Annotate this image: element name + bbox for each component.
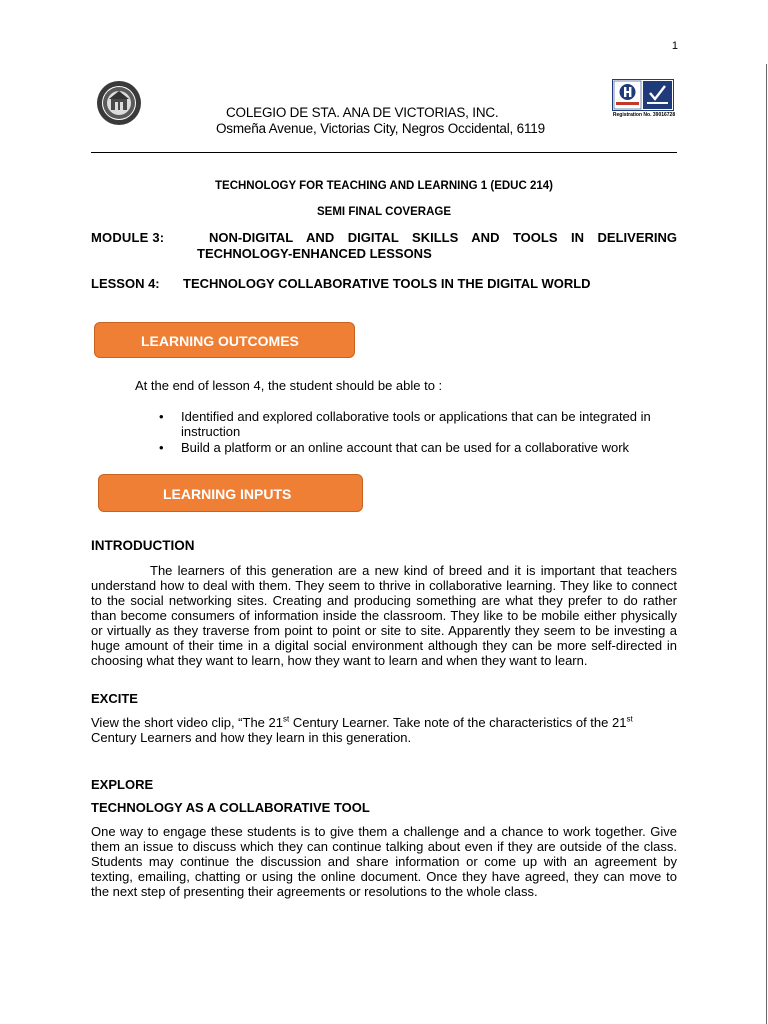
- outcome-text: Identified and explored collaborative tools or applications that can be integrated in instruction: [181, 409, 651, 439]
- learning-inputs-banner: [98, 474, 363, 512]
- school-seal-logo: [96, 80, 142, 126]
- header-divider: [91, 152, 677, 153]
- learning-outcomes-banner: [94, 322, 355, 358]
- excite-sup-2: st: [626, 714, 633, 724]
- learning-outcomes-title: LEARNING OUTCOMES: [141, 333, 299, 349]
- learning-inputs-title: LEARNING INPUTS: [163, 486, 292, 502]
- school-address: Osmeña Avenue, Victorias City, Negros Occidental, 6119: [216, 121, 545, 136]
- module-label: MODULE 3:: [91, 230, 165, 245]
- lesson-label: LESSON 4:: [91, 276, 160, 291]
- excite-text-3: Century Learners and how they learn in this generation.: [91, 730, 412, 745]
- page-number: 1: [671, 40, 678, 52]
- introduction-heading: INTRODUCTION: [91, 538, 195, 553]
- list-item: [159, 409, 677, 439]
- registration-number: Registration No. 39016728: [612, 112, 676, 118]
- excite-text-2: Century Learner. Take note of the characteristics of the 21: [289, 715, 627, 730]
- coverage-title: SEMI FINAL COVERAGE: [317, 206, 451, 218]
- bullet-icon: •: [159, 409, 164, 424]
- excite-sup-1: st: [282, 714, 290, 724]
- outcomes-list: [159, 409, 677, 456]
- explore-paragraph: One way to engage these students is to give them a challenge and a chance to work together. Give them an issue to discuss which they can continue talking about even if they are outside of the class. Students may continue the discussion and share information or come up with an agreement by texting, emailing, chatting or using the online document. Once they have agreed, they can move to the next step of presenting their agreements or resolutions to the whole class.: [91, 824, 677, 899]
- explore-heading: EXPLORE: [91, 777, 154, 792]
- excite-text-1: View the short video clip, “The 21: [91, 715, 283, 730]
- explore-subheading: TECHNOLOGY AS A COLLABORATIVE TOOL: [91, 800, 370, 815]
- list-item: [159, 440, 677, 455]
- bullet-icon: •: [159, 440, 164, 455]
- excite-heading: EXCITE: [91, 691, 138, 706]
- module-title-line1: NON-DIGITAL AND DIGITAL SKILLS AND TOOLS IN DELIVERING: [209, 230, 677, 245]
- school-name: COLEGIO DE STA. ANA DE VICTORIAS, INC.: [226, 105, 499, 120]
- outcome-text: Build a platform or an online account that can be used for a collaborative work: [181, 440, 630, 455]
- introduction-paragraph: The learners of this generation are a new kind of breed and it is important that teachers understand how to deal with them. They seem to thrive in collaborative learning. They like to connect to the social networking sites. Creating and producing something are what they prefer to do rather than become consumers of information inside the classroom. They like to be mobile either physically or virtually as they traverse from point to point or site to site. Apparently they seem to be investing a huge amount of their time in a digital social environment although they can be more self-directed in choosing what they want to learn, how they want to learn and when they want to learn.: [91, 563, 677, 668]
- module-title-line2: TECHNOLOGY-ENHANCED LESSONS: [197, 245, 432, 261]
- course-title: TECHNOLOGY FOR TEACHING AND LEARNING 1 (EDUC 214): [215, 180, 553, 192]
- outcomes-intro: At the end of lesson 4, the student should be able to :: [135, 378, 443, 393]
- module-title: [197, 230, 677, 261]
- excite-paragraph: [91, 715, 677, 745]
- lesson-title: TECHNOLOGY COLLABORATIVE TOOLS IN THE DIGITAL WORLD: [183, 276, 591, 291]
